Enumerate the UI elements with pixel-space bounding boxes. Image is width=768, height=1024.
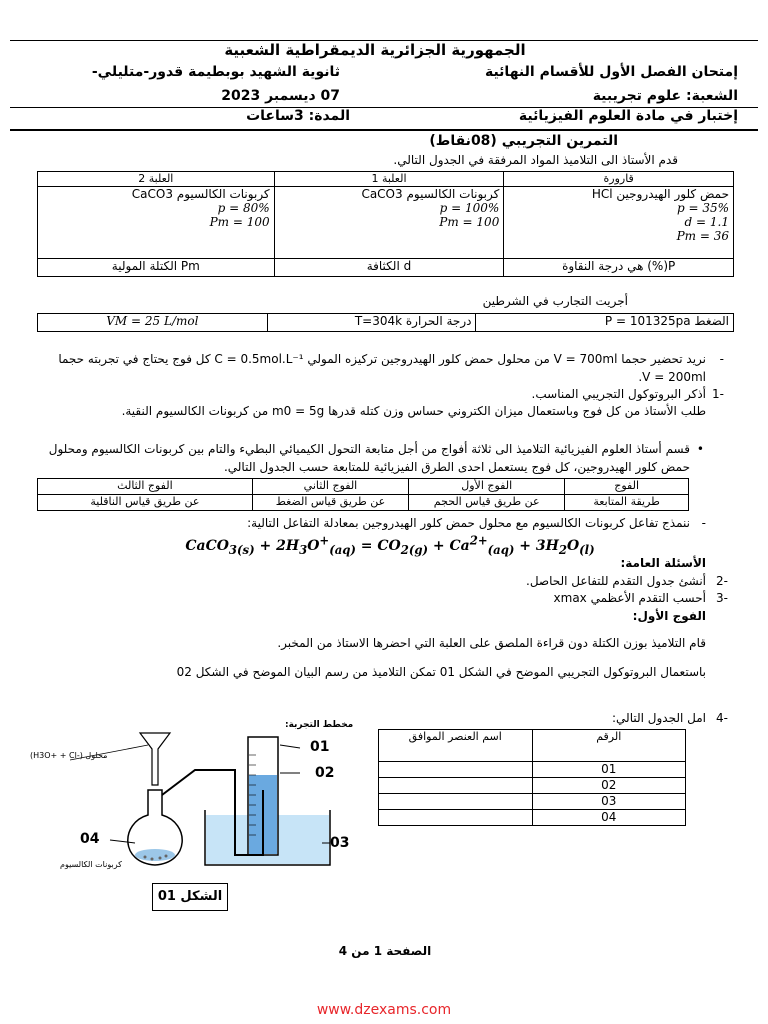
republic-title: الجمهورية الجزائرية الديمقراطية الشعبية: [224, 41, 526, 59]
model-text: - ننمذج تفاعل كربونات الكالسيوم مع محلول حمض كلور الهيدروجين بمعادلة التفاعل التالية:: [247, 516, 706, 530]
fill-table: [378, 729, 686, 826]
acid-label: (H3O+ + Cl-) محلول: [30, 751, 108, 760]
branch: الشعبة: علوم تجريبية: [592, 88, 738, 104]
groups-table: [37, 478, 689, 511]
fill-cell-01[interactable]: [379, 762, 533, 778]
dropping-funnel: [140, 733, 170, 785]
label-04: 04: [80, 831, 100, 847]
question-3: -3 أحسب التقدم الأعظمي xmax: [553, 591, 728, 605]
question-4: -4 امل الجدول التالي:: [612, 711, 728, 725]
fill-header-name: اسم العنصر الموافق: [379, 730, 533, 762]
fill-row-04: 04: [532, 810, 686, 826]
materials-footer-molar: Pm الكتلة المولية: [38, 259, 275, 277]
fill-cell-03[interactable]: [379, 794, 533, 810]
page-number: الصفحة 1 من 4: [338, 944, 432, 958]
materials-header-2: العلبة 1: [274, 172, 504, 187]
materials-col-box2: كربونات الكالسيوم CaCO3 p = 80% Pm = 100: [38, 187, 275, 259]
conditions-intro: أجريت التجارب في الشرطين: [482, 294, 628, 308]
label-02: 02: [315, 765, 335, 781]
site-link[interactable]: www.dzexams.com: [316, 1002, 452, 1018]
conditions-table: [37, 313, 734, 332]
school-name: ثانوية الشهيد بوبطيمة قدور-متليلي-: [91, 64, 340, 80]
flask-liquid: [135, 849, 175, 861]
reaction-equation: CaCO$_{3(s)}$ + $2H_3O^+_{(aq)} = CO_{2(g)} + Ca^{2+}_{(aq)} + 3H_2O_{(l)}$: [185, 533, 595, 557]
carbonate-label: كربونات الكالسيوم: [60, 860, 122, 869]
materials-header-1: قارورة: [504, 172, 734, 187]
exercise-title: التمرين التجريبي (08نقاط): [429, 133, 618, 149]
mass-text: طلب الأستاذ من كل فوج وباستعمال ميزان الكتروني حساس وزن كتله قدرها m0 = 5g من كربونات الكالسيوم النقية.: [121, 404, 706, 418]
groups-header-0: الفوج: [565, 479, 689, 495]
groups-row-0: طريقة المتابعة: [565, 495, 689, 511]
question-2: -2 أنشئ جدول التقدم للتفاعل الحاصل.: [526, 574, 728, 588]
materials-footer-purity: P(%) هي درجة النقاوة: [504, 259, 734, 277]
question-1: -1 أذكر البروتوكول التجريبي المناسب.: [531, 387, 724, 401]
general-questions-title: الأسئلة العامة:: [620, 556, 706, 570]
group1-title: الفوج الأول:: [632, 609, 706, 623]
duration: المدة: 3ساعات: [246, 108, 350, 124]
materials-table: [37, 171, 734, 277]
fill-row-03: 03: [532, 794, 686, 810]
label-01: 01: [310, 739, 330, 755]
exercise-intro: قدم الأستاذ الى التلاميذ المواد المرفقة في الجدول التالي.: [393, 153, 678, 167]
materials-footer-density: d الكثافة: [274, 259, 504, 277]
protocol-text: باستعمال البروتوكول التجريبي الموضح في الشكل 01 تمكن التلاميذ من رسم البيان الموضح في الشكل 02: [176, 665, 706, 679]
prep-text: - نريد تحضير حجما V = 700ml من محلول حمض كلور الهيدروجين تركيزه المولي C = 0.5mol.L⁻¹ كل فوج يحتاج في تجربته حجما V = 200ml.: [58, 352, 724, 384]
condition-temperature: درجة الحرارة T=304k: [267, 314, 476, 332]
label-03: 03: [330, 835, 350, 851]
groups-header-2: الفوج الثاني: [252, 479, 408, 495]
header-rule-2: [10, 129, 758, 131]
groups-row-3: عن طريق قياس الناقلية: [38, 495, 253, 511]
groups-header-1: الفوج الأول: [409, 479, 565, 495]
exam-title: إمتحان الفصل الأول للأقسام النهائية: [484, 64, 738, 80]
subject: إختبار في مادة العلوم الفيزيائية: [518, 108, 738, 124]
figure-caption: الشكل 01: [152, 883, 228, 911]
materials-header-3: العلبة 2: [38, 172, 275, 187]
exam-date: 07 ديسمبر 2023: [221, 88, 340, 104]
groups-header-3: الفوج الثالث: [38, 479, 253, 495]
fill-row-01: 01: [532, 762, 686, 778]
materials-col-flask: حمض كلور الهيدروجين HCl p = 35% d = 1.1 Pm = 36: [504, 187, 734, 259]
fill-cell-04[interactable]: [379, 810, 533, 826]
experiment-figure: [30, 715, 370, 875]
groups-row-1: عن طريق قياس الحجم: [409, 495, 565, 511]
figure-title: مخطط التجربة:: [285, 720, 354, 730]
groups-row-2: عن طريق قياس الضغط: [252, 495, 408, 511]
groups-text: • قسم أستاذ العلوم الفيزيائية التلاميذ الى ثلاثة أفواج من أجل متابعة التحول الكيميائي البطيء والتام بين كربونات الكالسيوم ومحلول حمض كلور الهيدروجين، كل فوج يستعمل احدى الطرق الفيزيائية للمتابعة حسب الجدول التالي.: [48, 442, 704, 474]
fill-cell-02[interactable]: [379, 778, 533, 794]
condition-molar-volume: VM = 25 L/mol: [38, 314, 268, 332]
fill-row-02: 02: [532, 778, 686, 794]
fill-header-number: الرقم: [532, 730, 686, 762]
materials-col-box1: كربونات الكالسيوم CaCO3 p = 100% Pm = 100: [274, 187, 504, 259]
group1-text: قام التلاميذ بوزن الكتلة دون قراءة الملصق على العلبة التي احضرها الاستاذ من المخبر.: [277, 636, 706, 650]
condition-pressure: الضغط P = 101325pa: [476, 314, 734, 332]
